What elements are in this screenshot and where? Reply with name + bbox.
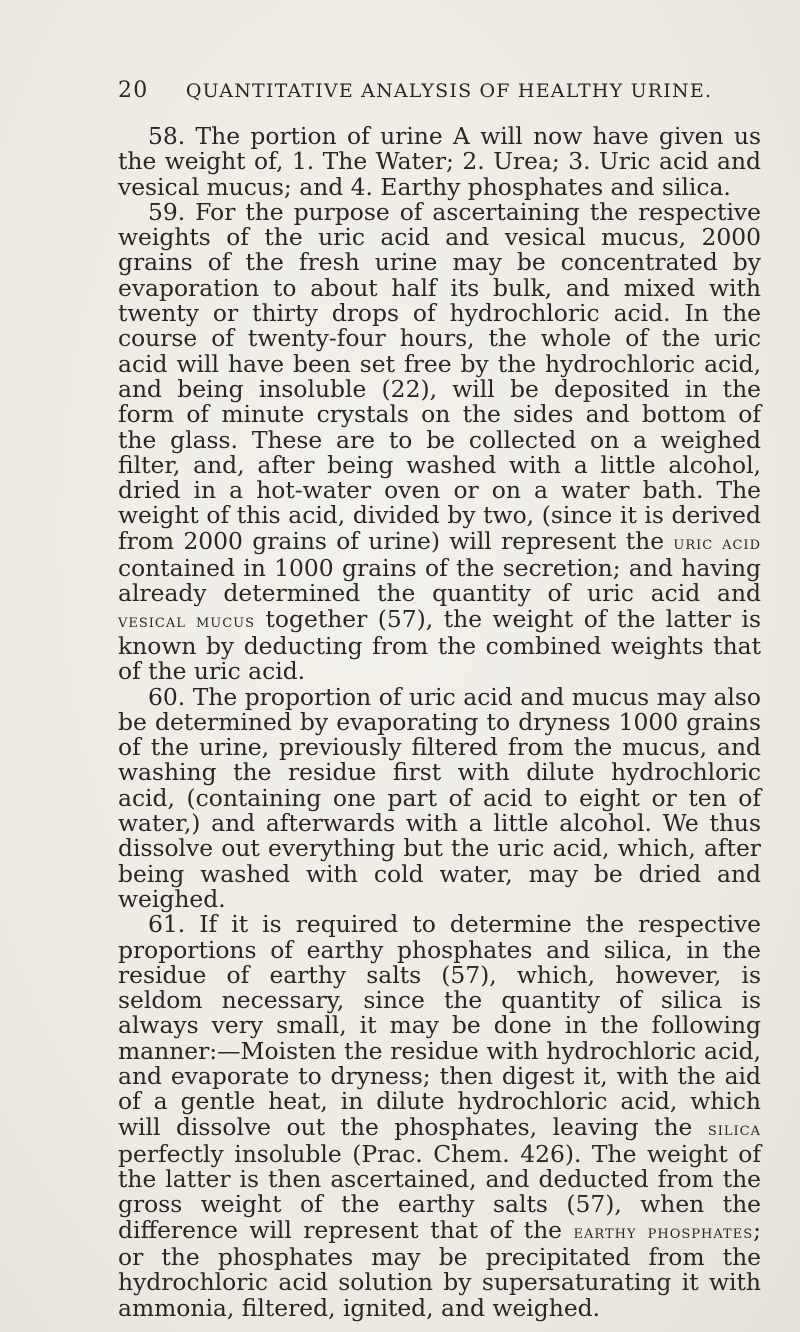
paragraph-text: contained in 1000 grains of the secretion; and having already determined the quantity of uric acid and [118,554,761,608]
small-caps-term: uric acid [673,531,761,554]
body-text [118,124,761,1321]
small-caps-term: silica [707,1117,762,1140]
paragraph-number: 58. [148,122,186,150]
paragraph-text: ; or the phosphates may be precipitated from the hydrochloric acid solution by supersaturating it with ammonia, filtered, ignited, and weighed. [118,1215,761,1322]
page-number: 20 [118,78,149,103]
paragraph-text: If it is required to determine the respective proportions of earthy phosphates and silica, in the residue of earthy salts (57), which, however, is seldom necessary, since the quantity of silica is always very small, it may be done in the following manner:—Moisten the residue with hydrochloric acid, and evaporate to dryness; then digest it, with the aid of a gentle heat, in dilute hydrochloric acid, which will dissolve out the phosphates, leaving the [118,910,762,1141]
paragraph-number: 60. [148,682,186,711]
paragraph-text: perfectly insoluble (Prac. Chem. 426). The weight of the latter is then ascertained, and deducted from the gross weight of the earthy salts (57), when the difference will represent that of the [118,1139,761,1244]
paragraph-text: The proportion of uric acid and mucus may also be determined by evaporating to dryness 1000 grains of the urine, previously filtered from the mucus, and washing the residue first with dilute hydrochloric acid, (containing one part of acid to eight or ten of water,) and afterwards with a little alcohol. We thus dissolve out everything but the uric acid, which, after being washed with cold water, may be dried and weighed. [118,682,761,913]
page-header [118,78,738,112]
running-title: QUANTITATIVE ANALYSIS OF HEALTHY URINE. [185,80,713,102]
paragraph-60 [118,682,761,913]
paragraph-text: The portion of urine A will now have given us the weight of, 1. The Water; 2. Urea; 3. Uric acid and vesical mucus; and 4. Earthy phosphates and silica. [118,122,761,201]
paragraph-text: together (57), the weight of the latter is known by deducting from the combined weights that of the uric acid. [118,604,761,686]
small-caps-term: earthy phosphates [573,1220,754,1243]
paragraph-text: For the purpose of ascertaining the respective weights of the uric acid and vesical mucus, 2000 grains of the fresh urine may be concentrated by evaporation to about half its bulk, and mixed with twenty or thirty drops of hydrochloric acid. In the course of twenty-four hours, the whole of the uric acid will have been set free by the hydrochloric acid, and being insoluble (22), will be deposited in the form of minute crystals on the sides and bottom of the glass. These are to be collected on a weighed filter, and, after being washed with a little alcohol, dried in a hot-water oven or on a water bath. The weight of this acid, divided by two, (since it is derived from 2000 grains of urine) will represent the [118,197,761,555]
paragraph-58 [118,124,761,200]
paragraph-61 [118,912,761,1321]
paragraph-59 [118,197,761,686]
small-caps-term: vesical mucus [118,609,256,632]
paragraph-number: 61. [148,910,186,939]
paragraph-number: 59. [148,197,186,226]
